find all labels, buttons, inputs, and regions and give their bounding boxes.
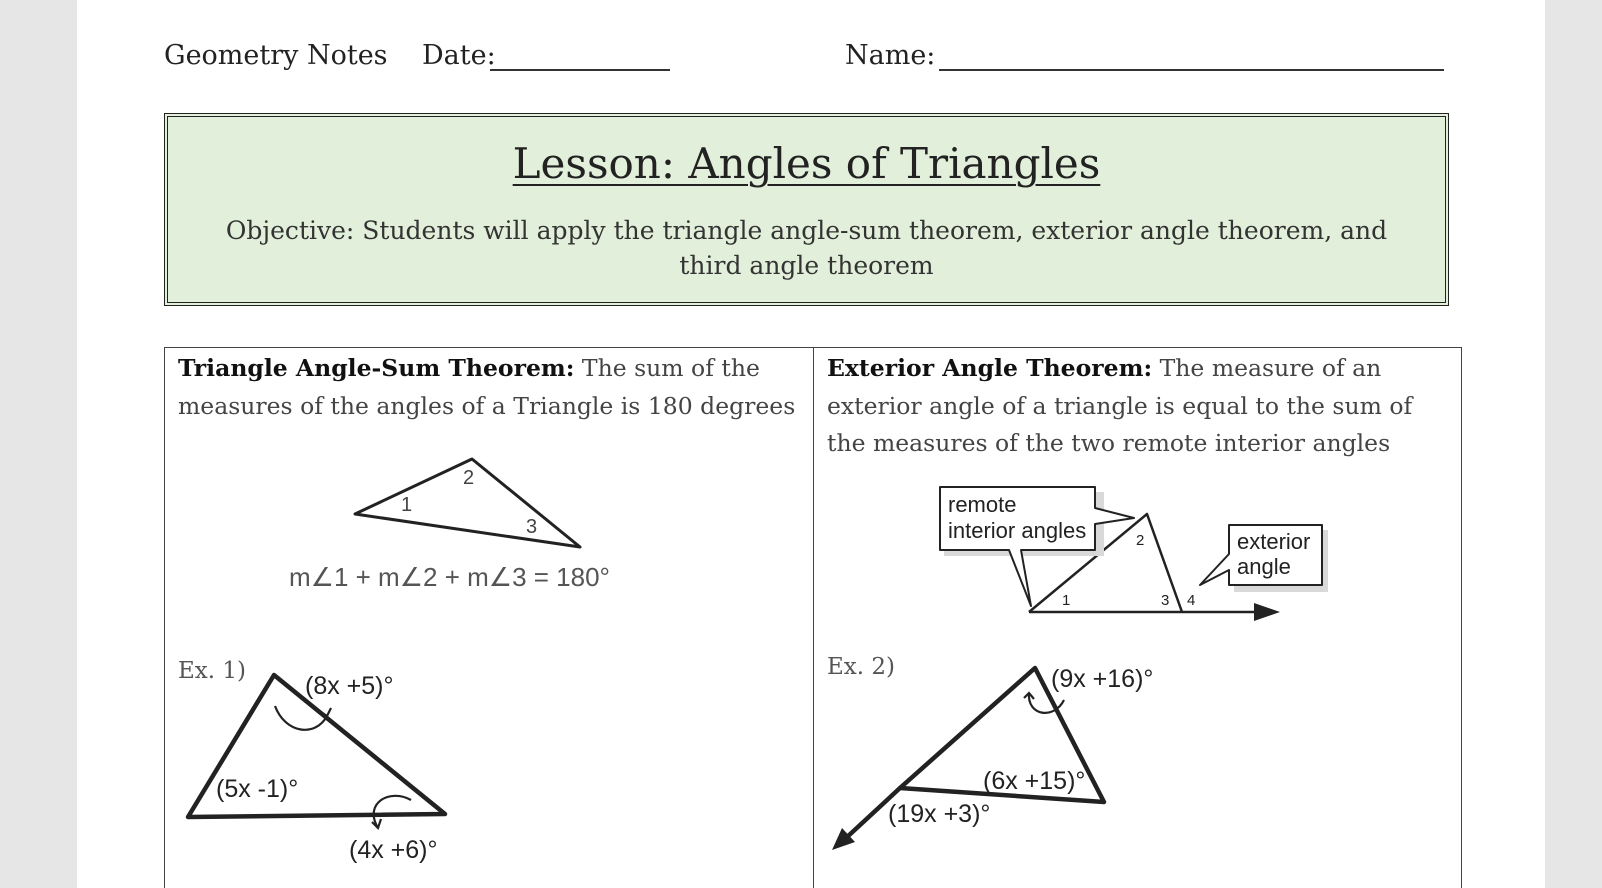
example2-exterior-angle: (19x +3)°: [888, 800, 991, 828]
angle-sum-theorem-name: Triangle Angle-Sum Theorem:: [178, 354, 575, 382]
exterior-angle-diagram: [814, 348, 1463, 888]
exterior-angle-theorem-text: The measure of an exterior angle of a triangle is equal to the sum of the measures of the two remote interior angles: [827, 354, 1413, 457]
example1-top-angle: (8x +5)°: [305, 672, 394, 700]
course-title: Geometry Notes: [164, 40, 388, 71]
lesson-title: Lesson: Angles of Triangles: [512, 139, 1101, 188]
remote-callout-line1: remote: [948, 492, 1017, 517]
example1-left-angle: (5x -1)°: [216, 775, 299, 803]
angle-sum-diagram: [165, 348, 813, 888]
exterior-callout-line2: angle: [1237, 554, 1291, 579]
exterior-callout-line1: exterior: [1237, 529, 1311, 554]
ext-angle-label-4: 4: [1187, 592, 1196, 609]
angle-label-3: 3: [526, 516, 538, 538]
angle-sum-cell: [165, 348, 814, 888]
angle-sum-equation: m∠1 + m∠2 + m∠3 = 180°: [289, 562, 610, 592]
ext-angle-label-3: 3: [1161, 592, 1170, 609]
theorem-table: [164, 347, 1462, 888]
ext-angle-label-2: 2: [1136, 532, 1145, 549]
lesson-objective: Objective: Students will apply the triangle angle-sum theorem, exterior angle theorem, and third angle theorem: [225, 216, 1388, 280]
name-label: Name:: [845, 40, 936, 71]
name-blank: [939, 69, 1444, 71]
ext-angle-label-1: 1: [1062, 592, 1071, 609]
angle-label-1: 1: [401, 494, 413, 516]
angle-label-2: 2: [463, 467, 475, 489]
date-blank: [490, 69, 670, 71]
exterior-angle-cell: [814, 348, 1461, 888]
exterior-angle-theorem-name: Exterior Angle Theorem:: [827, 354, 1153, 382]
example1-right-angle: (4x +6)°: [349, 836, 438, 864]
worksheet-page: [77, 0, 1545, 888]
example2-right-angle: (6x +15)°: [983, 767, 1086, 795]
remote-callout-line2: interior angles: [948, 518, 1087, 543]
example1-label: Ex. 1): [178, 658, 246, 684]
example2-label: Ex. 2): [827, 654, 895, 680]
example2-top-angle: (9x +16)°: [1051, 665, 1154, 693]
lesson-box: [164, 113, 1449, 306]
base-arrowhead: [1254, 603, 1280, 621]
date-label: Date:: [422, 40, 496, 71]
angle-sum-theorem-text: The sum of the measures of the angles of a Triangle is 180 degrees: [178, 354, 796, 420]
